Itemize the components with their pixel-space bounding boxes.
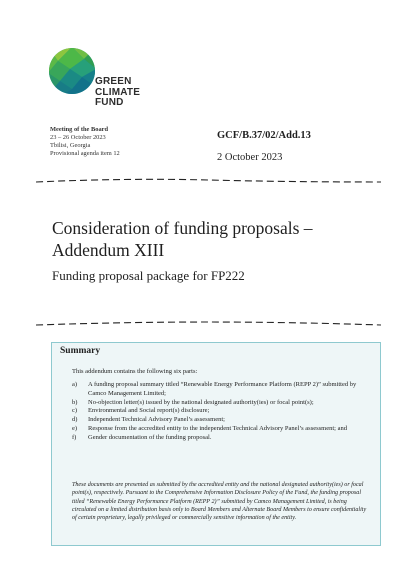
list-item	[72, 407, 374, 416]
divider-bottom	[36, 320, 381, 328]
list-item-letter: e)	[72, 424, 78, 432]
summary-intro: This addendum contains the following six parts:	[72, 368, 198, 375]
list-item	[72, 381, 374, 399]
document-date: 2 October 2023	[217, 152, 283, 163]
summary-note: These documents are presented as submitted by the accredited entity and the national designated authority(ies) or focal point(s), respectively. Pursuant to the Comprehensive Information Disclosure Policy of the Fund, the funding proposal titled “Renewable Energy Performance Platform (REPP 2)” submitted by Camco Management Limited, is being circulated on a limited distribution basis only to Board Members and Alternate Board Members to ensure confidentiality of certain proprietary, legally privileged or commercially sensitive information of the entity.	[72, 482, 367, 522]
list-item-letter: f)	[72, 433, 77, 441]
summary-box	[51, 342, 381, 546]
meeting-place: Tbilisi, Georgia	[50, 142, 91, 149]
list-item-text: Environmental and Social report(s) disclosure;	[88, 407, 210, 415]
list-item	[72, 434, 374, 443]
meeting-agenda: Provisional agenda item 12	[50, 150, 120, 157]
logo-line-green: GREEN	[95, 76, 132, 87]
list-item-text: No-objection letter(s) issued by the national designated authority(ies) or focal point(s);	[88, 398, 314, 406]
divider-top	[36, 177, 381, 185]
page-title: Consideration of funding proposals – Addendum XIII	[52, 218, 313, 260]
summary-list	[72, 381, 374, 443]
page-subtitle: Funding proposal package for FP222	[52, 268, 245, 283]
list-item-letter: a)	[72, 381, 78, 388]
document-ref: GCF/B.37/02/Add.13	[217, 130, 311, 141]
logo-line-fund: FUND	[95, 97, 124, 108]
list-item-text: Gender documentation of the funding proposal.	[88, 433, 212, 441]
meeting-heading: Meeting of the Board	[50, 126, 109, 133]
list-item-letter: c)	[72, 407, 78, 415]
list-item-text: A funding proposal summary titled “Renewable Energy Performance Platform (REPP 2)” submitted by Camco Management Limited;	[88, 381, 357, 397]
gcf-globe-logo-icon	[48, 47, 96, 95]
list-item	[72, 416, 374, 425]
list-item-text: Independent Technical Advisory Panel’s assessment;	[88, 416, 225, 424]
list-item	[72, 399, 374, 408]
document-reference-block	[217, 125, 311, 169]
list-item-letter: b)	[72, 398, 78, 406]
gcf-logo	[48, 47, 158, 117]
meeting-dates: 23 – 26 October 2023	[50, 134, 106, 141]
list-item-letter: d)	[72, 416, 78, 424]
meeting-info	[50, 126, 120, 158]
logo-wordmark	[95, 77, 140, 109]
logo-line-climate: CLIMATE	[95, 86, 141, 98]
list-item	[72, 425, 374, 434]
summary-heading: Summary	[60, 346, 101, 356]
list-item-text: Response from the accredited entity to the independent Technical Advisory Panel’s assessment; and	[88, 424, 347, 432]
